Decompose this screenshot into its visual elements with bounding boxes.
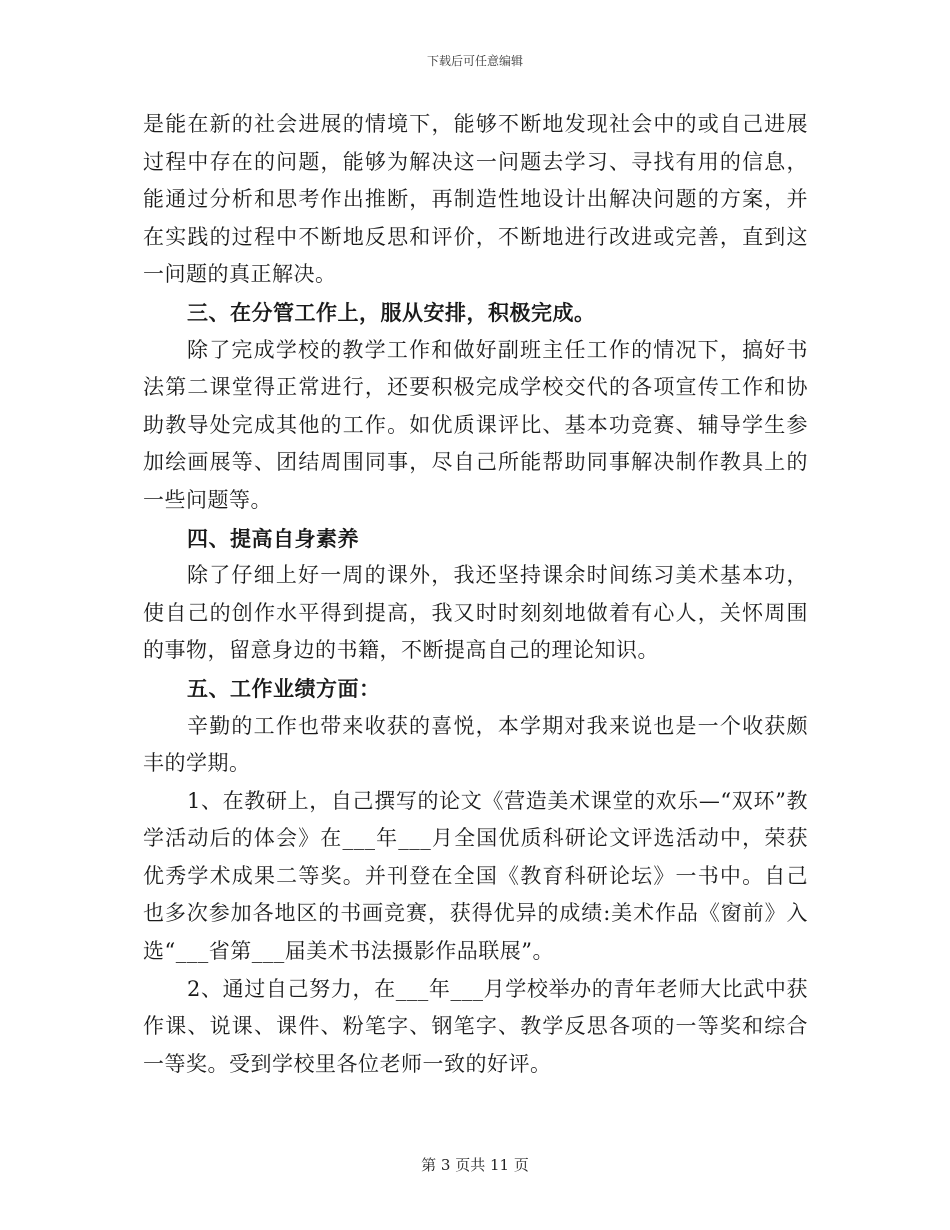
section-heading-5: 五、工作业绩方面：: [187, 675, 381, 701]
page-header: 下载后可任意编辑: [426, 54, 523, 68]
document-body: [143, 106, 808, 1083]
paragraph-section-4: 除了仔细上好一周的课外，我还坚持课余时间练习美术基本功，使自己的创作水平得到提高，我又时时刻刻地做着有心人，关怀周围的事物，留意身边的书籍，不断提高自己的理论知识。: [143, 563, 808, 663]
paragraph-achievement-1: 1、在教研上，自己撰写的论文《营造美术课堂的欢乐—“双环”教学活动后的体会》在___年___月全国优质科研论文评选活动中，荣获优秀学术成果二等奖。并刊登在全国《教育科研论坛》一书中。自己也多次参加各地区的书画竞赛，获得优异的成绩:美术作品《窗前》入选“___省第___届美术书法摄影作品联展”。: [143, 788, 808, 964]
section-heading-4: 四、提高自身素养: [187, 525, 359, 551]
section-heading-3: 三、在分管工作上，服从安排，积极完成。: [187, 299, 596, 325]
paragraph-intro-continuation: 是能在新的社会进展的情境下，能够不断地发现社会中的或自己进展过程中存在的问题，能够为解决这一问题去学习、寻找有用的信息，能通过分析和思考作出推断，再制造性地设计出解决问题的方案，并在实践的过程中不断地反思和评价，不断地进行改进或完善，直到这一问题的真正解决。: [143, 112, 808, 287]
paragraph-achievement-2: 2、通过自己努力，在___年___月学校举办的青年老师大比武中获作课、说课、课件、粉笔字、钢笔字、教学反思各项的一等奖和综合一等奖。受到学校里各位老师一致的好评。: [143, 976, 808, 1076]
paragraph-section-3: 除了完成学校的教学工作和做好副班主任工作的情况下，搞好书法第二课堂得正常进行，还要积极完成学校交代的各项宣传工作和协助教导处完成其他的工作。如优质课评比、基本功竞赛、辅导学生参加绘画展等、团结周围同事，尽自己所能帮助同事解决制作教具上的一些问题等。: [143, 337, 808, 512]
page-footer: 第 3 页共 11 页: [421, 1156, 529, 1174]
paragraph-section-5-intro: 辛勤的工作也带来收获的喜悦，本学期对我来说也是一个收获颇丰的学期。: [143, 713, 808, 776]
